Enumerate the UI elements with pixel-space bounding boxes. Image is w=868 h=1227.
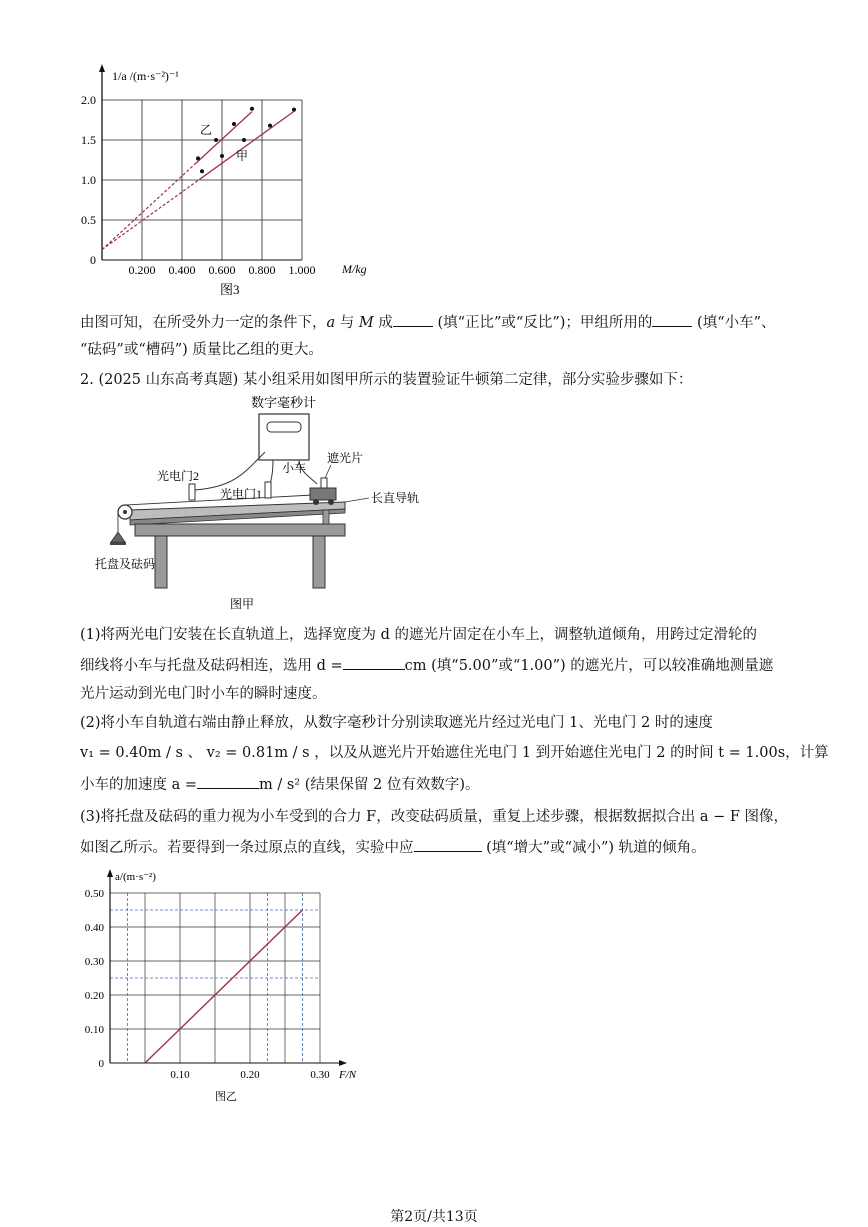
q2-answer-blank-a[interactable]	[197, 773, 259, 789]
y-tick-label: 0.5	[81, 213, 96, 227]
figure-b-ylabel: a/(m·s⁻²)	[115, 871, 156, 883]
series-label-jia: 甲	[236, 149, 249, 163]
shade-label: 遮光片	[327, 451, 364, 465]
q1-answer-blank-1[interactable]	[393, 311, 433, 327]
y-tick-label: 0.20	[84, 990, 104, 1002]
x-tick-label: 0.600	[208, 263, 236, 277]
data-point	[200, 169, 204, 173]
figure3-caption: 图3	[220, 282, 240, 297]
q2-answer-blank-angle[interactable]	[414, 836, 482, 852]
y-tick-label: 0	[98, 1058, 104, 1070]
y-tick-label: 1.0	[81, 173, 96, 187]
figure-b-xlabel: F/N	[339, 1069, 357, 1081]
timer-label: 数字毫秒计	[251, 395, 317, 410]
x-tick-label: 0.10	[170, 1069, 190, 1081]
data-point	[232, 122, 236, 126]
y-tick-label: 2.0	[81, 93, 96, 107]
q2-heading: 2. (2025 山东高考真题) 某小组采用如图甲所示的装置验证牛顿第二定律，部分实验步骤如下：	[80, 372, 693, 388]
tray-label: 托盘及砝码	[95, 557, 156, 571]
y-tick-label: 0.40	[84, 922, 104, 934]
x-tick-label: 0.800	[248, 263, 276, 277]
photogate-1	[265, 482, 271, 498]
data-point	[292, 108, 296, 112]
figure3-chart	[80, 62, 380, 302]
photogate-1-label: 光电门1	[220, 487, 263, 501]
q2-step2-line1: (2)将小车自轨道右端由静止释放，从数字毫秒计分别读取遮光片经过光电门 1、光电门 2 时的速度	[80, 715, 713, 731]
y-tick-label: 0.10	[84, 1024, 104, 1036]
y-tick-label: 1.5	[81, 133, 96, 147]
figure3-ylabel: 1/a /(m·s⁻²)⁻¹	[112, 69, 179, 83]
page-footer: 第2页/共13页	[390, 1209, 478, 1225]
data-point	[250, 107, 254, 111]
figure-b-chart	[75, 868, 375, 1108]
q2-step3-line2: 如图乙所示。若要得到一条过原点的直线，实验中应 (填“增大”或“减小”) 轨道的倾角。	[80, 836, 706, 858]
q2-step1-line3: 光片运动到光电门时小车的瞬时速度。	[80, 686, 327, 702]
photogate-2	[189, 484, 195, 500]
x-tick-label: 0.400	[168, 263, 196, 277]
series-label-yi: 乙	[200, 123, 213, 137]
rail-label: 长直导轨	[371, 491, 420, 505]
figure3-xlabel: M/kg	[342, 262, 367, 276]
data-point	[242, 138, 246, 142]
data-point	[196, 156, 200, 160]
fit-line-extrapolated-1	[102, 179, 200, 250]
data-point	[220, 154, 224, 158]
x-tick-label: 1.000	[288, 263, 316, 277]
fit-line	[145, 910, 303, 1063]
apparatus-diagram	[95, 392, 435, 617]
cart-label: 小车	[282, 461, 307, 475]
fit-line-1	[200, 111, 294, 179]
q2-step1-line2: 细线将小车与托盘及砝码相连，选用 d = cm (填“5.00”或“1.00”) 的遮光片，可以较准确地测量遮	[80, 654, 773, 676]
photogate-2-label: 光电门2	[157, 469, 200, 483]
q1-answer-blank-2[interactable]	[652, 311, 692, 327]
y-tick-label: 0.30	[84, 956, 104, 968]
q2-step2-line2: v₁ = 0.40m / s 、 v₂ = 0.81m / s ，以及从遮光片开始遮住光电门 1 到开始遮住光电门 2 的时间 t = 1.00s，计算	[80, 745, 829, 761]
q2-step1-line1: (1)将两光电门安装在长直轨道上，选择宽度为 d 的遮光片固定在小车上，调整轨道倾角，用跨过定滑轮的	[80, 627, 758, 643]
data-point	[268, 124, 272, 128]
x-tick-label: 0.200	[128, 263, 156, 277]
q2-answer-blank-d[interactable]	[343, 654, 405, 670]
cart	[310, 488, 336, 500]
y-tick-label: 0	[90, 253, 96, 267]
x-tick-label: 0.30	[310, 1069, 330, 1081]
apparatus-caption: 图甲	[230, 597, 255, 611]
q1-line2: “砝码”或“槽码”) 质量比乙组的更大。	[80, 342, 323, 358]
q2-step2-line3: 小车的加速度 a = m / s² (结果保留 2 位有效数字)。	[80, 773, 480, 795]
figure-b-caption: 图乙	[215, 1091, 237, 1103]
x-tick-label: 0.20	[240, 1069, 260, 1081]
y-tick-label: 0.50	[84, 888, 104, 900]
q2-step3-line1: (3)将托盘及砝码的重力视为小车受到的合力 F，改变砝码质量，重复上述步骤，根据数据拟合出 a − F 图像，	[80, 809, 788, 825]
timer-box	[259, 414, 309, 460]
data-point	[214, 138, 218, 142]
q1-line1: 由图可知，在所受外力一定的条件下，a 与 M 成 (填“正比”或“反比”)；甲组所用的 (填“小车”、	[80, 311, 776, 333]
